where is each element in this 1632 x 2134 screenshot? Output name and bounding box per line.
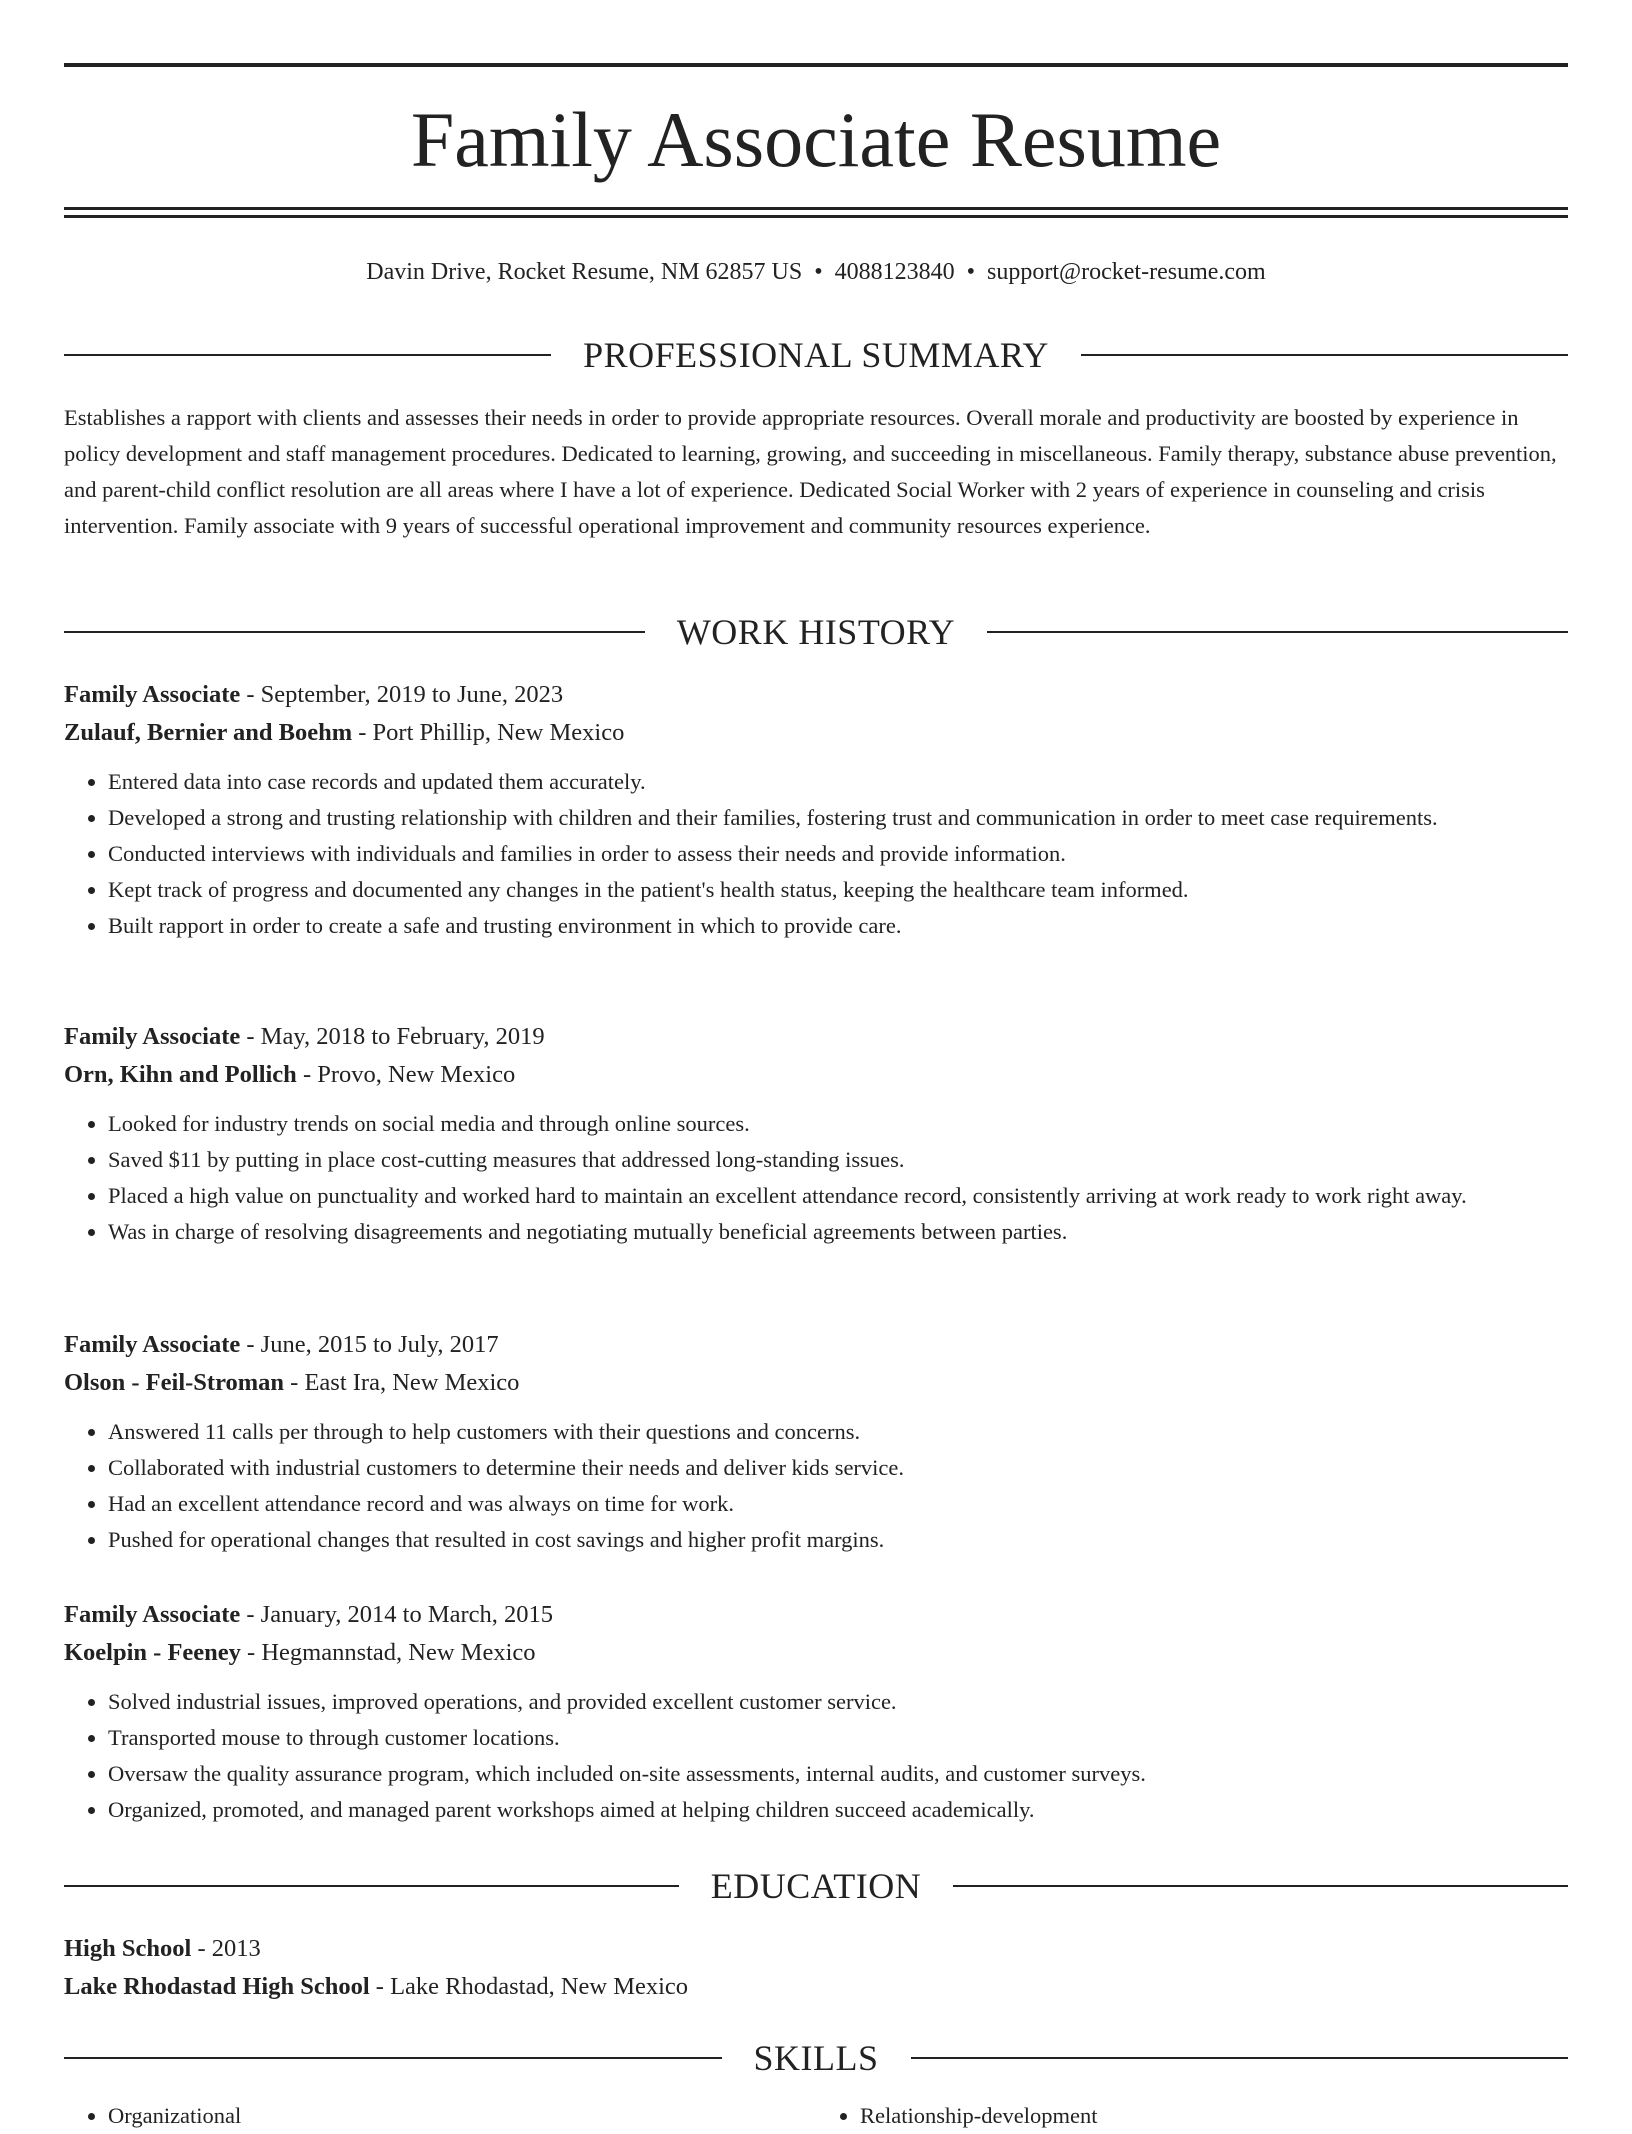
contact-phone: 4088123840 xyxy=(834,259,955,285)
job-title: Family Associate xyxy=(64,1601,241,1628)
professional-summary-text: Establishes a rapport with clients and assesses their needs in order to provide appropriate resources. Overall morale and productivity are boosted by experience in policy development and staff management procedures. Dedicated to learning, growing, and succeeding in miscellaneous. Family therapy, substance abuse prevention, and parent-child conflict resolution are all areas where I have a lot of experience. Dedicated Social Worker with 2 years of experience in counseling and crisis intervention. Family associate with 9 years of successful operational improvement and community resources experience. xyxy=(64,405,1557,538)
job-bullets xyxy=(64,1684,1568,1828)
section-title: SKILLS xyxy=(753,2038,879,2078)
contact-address: Davin Drive, Rocket Resume, NM 62857 US xyxy=(366,259,803,285)
section-heading-work-history xyxy=(64,612,1568,652)
job-bullet: • Pushed for operational changes that resulted in cost savings and higher profit margins. xyxy=(108,1522,1568,1558)
job-title: Family Associate xyxy=(64,681,241,708)
job-title-line xyxy=(64,1596,1568,1634)
job-bullets xyxy=(64,1106,1568,1250)
job-bullet: • Had an excellent attendance record and was always on time for work. xyxy=(108,1486,1568,1522)
job-bullet: • Looked for industry trends on social media and through online sources. xyxy=(108,1106,1568,1142)
job-bullet: • Organized, promoted, and managed parent workshops aimed at helping children succeed academically. xyxy=(108,1792,1568,1828)
title-rule-lower xyxy=(64,215,1568,218)
job-bullet: • Solved industrial issues, improved operations, and provided excellent customer service. xyxy=(108,1684,1568,1720)
job-company: Koelpin - Feeney xyxy=(64,1639,241,1666)
section-heading-summary xyxy=(64,335,1568,375)
section-heading-education xyxy=(64,1866,1568,1906)
job-bullets xyxy=(64,764,1568,944)
skill-item: • Organizational xyxy=(108,2098,816,2134)
job-company-line xyxy=(64,1056,1568,1094)
job-dates: - September, 2019 to June, 2023 xyxy=(240,681,564,708)
job-dates: - May, 2018 to February, 2019 xyxy=(240,1023,545,1050)
job-dates: - January, 2014 to March, 2015 xyxy=(240,1601,554,1628)
job-company-line xyxy=(64,1364,1568,1402)
resume-title: Family Associate Resume xyxy=(410,96,1222,183)
job-title-line xyxy=(64,1326,1568,1364)
job-bullet: • Kept track of progress and documented any changes in the patient's health status, keeping the healthcare team informed. xyxy=(108,872,1568,908)
job-bullet: • Transported mouse to through customer locations. xyxy=(108,1720,1568,1756)
job-location: - Port Phillip, New Mexico xyxy=(352,719,625,746)
job-bullet: • Collaborated with industrial customers to determine their needs and deliver kids service. xyxy=(108,1450,1568,1486)
top-rule xyxy=(64,63,1568,67)
job-title: Family Associate xyxy=(64,1023,241,1050)
job-location: - Provo, New Mexico xyxy=(296,1061,516,1088)
job-company: Orn, Kihn and Pollich xyxy=(64,1061,297,1088)
job-company-line xyxy=(64,714,1568,752)
job-bullet: • Placed a high value on punctuality and worked hard to maintain an excellent attendance record, consistently arriving at work ready to work right away. xyxy=(108,1178,1568,1214)
job-location: - Hegmannstad, New Mexico xyxy=(240,1639,536,1666)
education-year: - 2013 xyxy=(191,1935,261,1962)
job-bullet: • Answered 11 calls per through to help customers with their questions and concerns. xyxy=(108,1414,1568,1450)
section-title: PROFESSIONAL SUMMARY xyxy=(583,335,1049,375)
job-dates: - June, 2015 to July, 2017 xyxy=(240,1331,499,1358)
section-title: EDUCATION xyxy=(710,1866,922,1906)
job-company-line xyxy=(64,1634,1568,1672)
job-entry xyxy=(64,1018,1568,1250)
job-title: Family Associate xyxy=(64,1331,241,1358)
section-title: WORK HISTORY xyxy=(676,612,956,652)
job-entry xyxy=(64,676,1568,944)
contact-separator: • xyxy=(814,259,823,285)
education-entry xyxy=(64,1930,1568,2006)
contact-separator: • xyxy=(966,259,976,285)
contact-line xyxy=(64,254,1568,290)
heading-rule-left xyxy=(64,354,551,356)
education-degree-line xyxy=(64,1930,1568,1968)
job-title-line xyxy=(64,1018,1568,1056)
skill-item: • Relationship-development xyxy=(860,2098,1568,2134)
heading-rule-right xyxy=(987,631,1568,633)
job-bullet: • Saved $11 by putting in place cost-cutting measures that addressed long-standing issues. xyxy=(108,1142,1568,1178)
job-bullet: • Oversaw the quality assurance program, which included on-site assessments, internal audits, and customer surveys. xyxy=(108,1756,1568,1792)
job-bullet: • Developed a strong and trusting relationship with children and their families, fostering trust and communication in order to meet case requirements. xyxy=(108,800,1568,836)
job-entry xyxy=(64,1326,1568,1558)
education-degree: High School xyxy=(64,1935,192,1962)
job-bullet: • Entered data into case records and updated them accurately. xyxy=(108,764,1568,800)
education-school: Lake Rhodastad High School xyxy=(64,1973,370,2000)
job-bullets xyxy=(64,1414,1568,1558)
heading-rule-left xyxy=(64,2057,722,2059)
skills-list xyxy=(64,2098,1568,2134)
job-location: - East Ira, New Mexico xyxy=(284,1369,520,1396)
skills-column-right xyxy=(816,2098,1568,2134)
job-bullet: • Conducted interviews with individuals and families in order to assess their needs and provide information. xyxy=(108,836,1568,872)
education-location: - Lake Rhodastad, New Mexico xyxy=(369,1973,689,2000)
heading-rule-right xyxy=(953,1885,1568,1887)
job-title-line xyxy=(64,676,1568,714)
education-school-line xyxy=(64,1968,1568,2006)
job-bullet: • Built rapport in order to create a safe and trusting environment in which to provide care. xyxy=(108,908,1568,944)
contact-email: support@rocket-resume.com xyxy=(987,259,1266,285)
heading-rule-left xyxy=(64,631,645,633)
job-entry xyxy=(64,1596,1568,1828)
job-company: Zulauf, Bernier and Boehm xyxy=(64,719,353,746)
heading-rule-right xyxy=(911,2057,1569,2059)
job-company: Olson - Feil-Stroman xyxy=(64,1369,285,1396)
skills-column-left xyxy=(64,2098,816,2134)
heading-rule-right xyxy=(1081,354,1568,356)
section-heading-skills xyxy=(64,2038,1568,2078)
job-bullet: • Was in charge of resolving disagreements and negotiating mutually beneficial agreements between parties. xyxy=(108,1214,1568,1250)
heading-rule-left xyxy=(64,1885,679,1887)
title-rule-upper xyxy=(64,207,1568,210)
